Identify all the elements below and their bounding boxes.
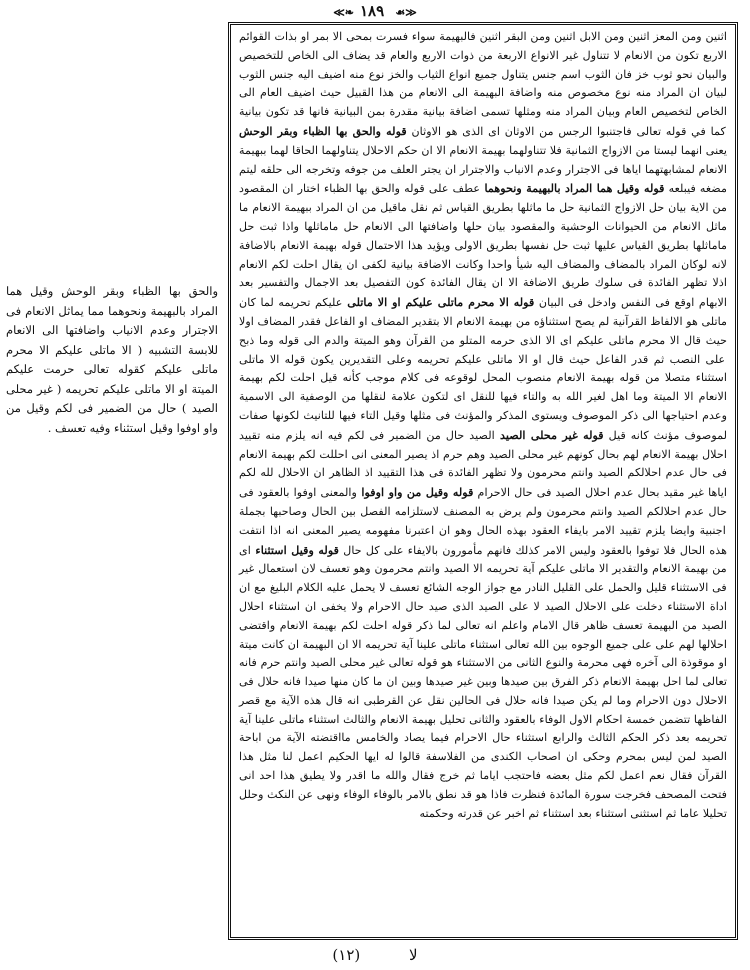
text-line: الا الميتة وما اهل لغير الله به والتاء فيها للنقل اى لتكون علامة لنقلها من الوصفية الى الاسمية وعدم احتياجها الى ذكر الموصوف [239, 390, 727, 422]
text-line: بعد الاجمال والتفسير بعد الابهام اوقع فى النفس وادخل فى البيان [239, 276, 727, 310]
text-line: بطريق القياس ثم نقل ماقيل من ان المراد ببهيمة الانعام ما ماثل الانعام من الحيوانات الوحشية والمقصود بيان [239, 201, 727, 233]
page-number [0, 2, 750, 20]
text-line: اى من بهيمة الانعام والتقدير الا ماتلى عليكم آية تحريمه الا الصيد وانتم محرمون وهو تعسف لان استعمال غير [239, 543, 727, 576]
text-line: عليكم تحريمه [273, 296, 343, 310]
text-line: على جميع الوجوه بين الله تعالى استثناء ماتلى علينا آية تحريمه الا ان البهيمة ان كانت ميتة او موقوذة الى آخره فهى [239, 637, 728, 670]
text-line: فلا تتناولهما بهيمة الانعام الا ان حكم الاحلال يتناولهما الحاقا لهما ببهيمة الانعام لمشابهتهما اياها فى الاجترار وعدم [239, 143, 727, 176]
text-line: من البهيمة تعسف ظاهر قال الامام واعلم انه تعالى لما ذكر قوله احلت لكم بهيمة الانعام واقتضى احلالها لهم على [239, 618, 727, 651]
text-line: هذه الحال فلا توفوا بالعقود وليس الامر كذلك فانهم مأمورون بالايفاء على كل حال [338, 543, 727, 557]
text-line: فى الاستثناء قليل والحمل على القليل النادر مع جواز الوجه الشائع تعسف لا يحمل عليه الكلام البليغ مع ان [239, 581, 727, 595]
text-line: استثناء متصلا من قوله بهيمة الانعام منصوب المحل لوقوعه فى كلام موجب كأنه قيل احلت لكم بهيمة الانعام [239, 371, 727, 404]
lemma-heading: قوله وقيل استثناء [250, 542, 339, 557]
text-line: حال الاحرام فيما يصاد والخامس مااقتضته الآية من اباحة الصيد لمن ليس بمحرم وحكى ان اصحاب الكندى من [239, 731, 727, 764]
text-line: اذ يصير المعنى انى احللت لكم بهيمة الانعام فى حال عدم احلالكم الصيد وانتم محرمون ولا تظهر الفائدة فى هذا التقييد [239, 447, 727, 480]
text-line: وصاحبها بجملة اجنبية وايضا يلزم تقييد الامر بايفاء العقود بهذه الحال وهو ان اعتبرنا مفهومه يصير المعنى انه اذا انتفت [239, 504, 726, 537]
text-line: عطف على قوله والحق بها الظباء اختار ان المقصود من الاية بيان حل الازواج الثمانية حل ما ماثلها [239, 182, 727, 215]
lemma-heading: قوله وقيل من واو اوفوا [356, 485, 474, 500]
text-line: حلها واضافتها الى الانعام حل ماماثلها واذا ثبت حل ماماثلها بطريق القياس عليها ثبت حل نفسها بطريق الاولى [239, 219, 727, 252]
text-line: صيدا فانه حلال فى الحالين نقل عن القرطبى انه قال هذه الآية مع قصر الفاظها تتضمن خمسة احكام الاول الوفاء [239, 693, 727, 726]
text-line: من الانعام لا تتناول غير الانواع الاربعة من ذوات الاربع والعام قد يضاف الى الخاص للتخصيص والبيان نحو ثوب [239, 48, 727, 81]
main-text-frame [228, 22, 738, 940]
margin-note: والحق بها الظباء وبقر الوحش وقيل هما المراد بالبهيمة ونحوهما مما يماثل الانعام فى الاجترار وعدم الانياب واضافتها الى الانعام للابسة التشبيه ( الا ماتلى عليكم الا محرم ماتلى عليكم كقوله تعالى حرمت عليكم الميتة او الا ماتلى عليكم تحريمه ( غير محلى الصيد ) حال من الضمير فى لكم وقيل من واو اوفوا وقيل استثناء وفيه تعسف . [6, 284, 218, 435]
text-line: الانياب والاجترار ان يجتر العلف من جوفه وتخرجه الى حلقه ليتم مضغه فيبلعه [239, 162, 728, 196]
text-line: الفرق بين صيدها وبين غير صيدها وبين ان ما كان منها صيدا فانه حلال فى الاحلال دون الاحرام وما لم يكن [239, 675, 727, 707]
footer-number: (١٢) [332, 946, 361, 964]
ornament-left-icon: ≪❧ [333, 6, 354, 19]
page-number-value: ١٨٩ [359, 2, 390, 20]
text-line: بالعقود والثانى تحليل بهيمة الانعام والثالث استثناء ماتلى علينا آية تحريمه بعد ذكر الحكم الثالث والرابع استثناء [239, 712, 728, 745]
ornament-right-icon: ☙≫ [395, 6, 417, 19]
text-line: ويؤيد هذا الاحتمال قوله بهيمة الانعام بالاضافة لانه لوكان المراد بالمضاف والمضاف اليه شيأ واحدا وكانت الاضافة [239, 238, 728, 271]
text-line: وما ذبح على النصب ثم قدر الفاعل حيث قال او الا ماتلى عليكم تحريمه وعلى التقديرين يكون قوله الا ماتلى [239, 333, 726, 366]
text-line: لما كان ماتلى هو الالفاظ القرآنية لم يصح استثناؤه من بهيمة الانعام الا بتقدير المضاف او الفاعل [239, 296, 728, 328]
main-text-body [231, 25, 735, 823]
text-line: المراد منه ومثلها تسمى اضافة بيانية مقدرة بمن البيانية فانها قد تكون بيانية كما في قوله تعالى فاجتنبوا الرجس من [239, 105, 726, 138]
lemma-heading: قوله الا محرم ماتلى عليكم او الا ماتلى [342, 295, 535, 310]
text-line: اثنين ومن المعز اثنين ومن الابل اثنين ومن البقر اثنين فالبهيمة سواء فسرت بمحى الا بمر او بذات القوائم الاربع تكون [239, 30, 728, 62]
text-line: اداة الاستثناء دخلت على الاحلال الصيد لا على الصيد الذى صيد حال الاحرام ولا يخفى ان استثناء احلال الصيد [239, 599, 728, 632]
lemma-heading: قوله وقيل هما المراد بالبهيمة ونحوهما [480, 181, 665, 196]
text-line: يعنى انهما ليستا من الازواج الثمانية [561, 143, 727, 157]
text-line: الوفاء ونهى عن النكث وحلل تحليلا عاما ثم استثنى استثناء بعد استثناء ثم اخبر عن قدرته وحكمته [239, 787, 727, 820]
text-line: نوع مخصوص منه واضافة البهيمة الى الانعام من هذا القبيل حيث اضيف العام الى الخاص لتخصيص العام وبيان [239, 86, 728, 119]
footer-signature: لا [404, 946, 418, 964]
text-line: ويستوى المذكر والمؤنث فى مثلها وقيل التاء فيها للتانيث لكونها صفات لموصوف مؤنث كانه قيل [239, 408, 727, 442]
text-line: الصيد حال من الضمير فى لكم [342, 428, 495, 442]
text-line: محرمة والنوع الثانى من الاستثناء هو قوله تعالى غير محلى الصيد وانتم حرم فانه تعالى لما احل بهيمة الانعام ذكر [239, 656, 727, 689]
lemma-heading: قوله والحق بها الظباء وبقر الوحش [239, 123, 407, 138]
page-footer [0, 946, 750, 964]
text-line: الاوثان اى الذى هو الاوثان [406, 124, 535, 138]
lemma-heading: قوله غير محلى الصيد [494, 427, 604, 442]
text-line: خز فان الثوب اسم جنس يتناول جميع انواع الثياب والخز نوع منه اضيف اليه جنس الثوب لبيان ان المراد منه [239, 67, 727, 100]
text-line: الفلاسفة قالوا له ايها الحكيم اعمل لنا مثل هذا القرآن فقال نعم اعمل لكم مثل بعضه فاحتجب اياما ثم خرج فقال [239, 750, 727, 783]
text-line: والله ما اقدر ولا يطيق هذا احد انى فتحت المصحف فخرجت سورة المائدة فنظرت فاذا هو قد نطق بالامر بالوفاء [239, 769, 727, 801]
text-line: اذ الظاهر ان الاحلال لله لكم اياها غير مقيد بحال عدم احلال الصيد فى حال الاحرام [239, 466, 728, 500]
text-line: والمعنى اوفوا بالعقود فى حال عدم احلالكم الصيد وانتم محرمون ولم يرض به المصنف لاستلزامه الفصل بين الحال [239, 486, 727, 518]
text-line: فيه انه يلزم منه تقييد احلال بهيمة الانعام لهم بحال كونهم غير محلى الصيد وهم حرم [239, 428, 727, 461]
text-line: بيانية لكفى ان يقال احلت لكم الانعام اذلا تظهر الفائدة فى سلوك طريق الاضافة الا ان يقال الفائدة كون التفصيل [239, 257, 728, 290]
text-line: فقدر المضاف اولا حيث قال الا محرم ماتلى عليكم اى الا الذى حرمه المتلو من القرآن وهو الميتة والدم الى قوله [239, 314, 727, 347]
